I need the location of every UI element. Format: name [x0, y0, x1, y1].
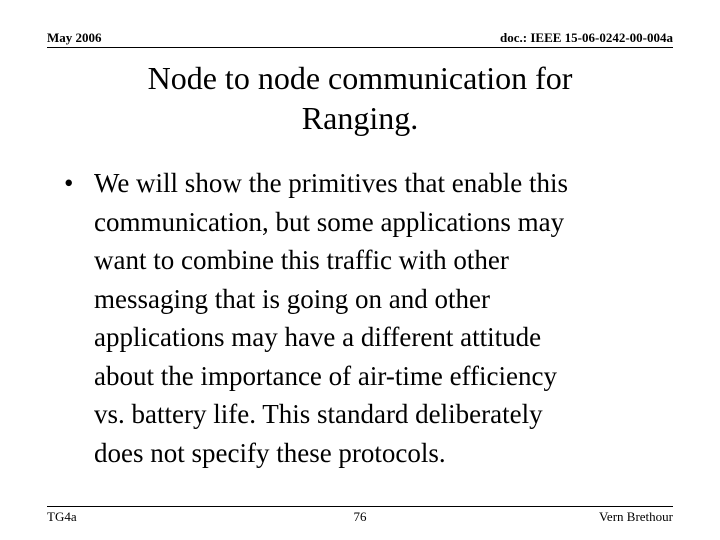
- bullet-item: [64, 164, 684, 472]
- title-line-1: Node to node communication for: [147, 60, 573, 96]
- footer-author: Vern Brethour: [598, 509, 673, 524]
- footer-page-number: 76: [353, 509, 367, 524]
- header-doc-id: doc.: IEEE 15-06-0242-00-004a: [500, 30, 673, 45]
- bullet-line: messaging that is going on and other: [94, 283, 490, 314]
- header-rule: [47, 47, 673, 48]
- bullet-line: vs. battery life. This standard deliberately: [94, 399, 543, 429]
- bullet-line: about the importance of air-time efficiency: [94, 360, 558, 391]
- bullet-line: does not specify these protocols.: [94, 437, 446, 468]
- header-date: May 2006: [47, 30, 102, 45]
- bullet-line: We will show the primitives that enable this: [94, 168, 568, 198]
- bullet-line: applications may have a different attitude: [94, 322, 542, 352]
- footer-group: TG4a: [47, 509, 77, 524]
- bullet-dot-icon: •: [64, 168, 74, 198]
- footer-rule: [47, 506, 673, 507]
- title-line-2: Ranging.: [301, 100, 419, 136]
- bullet-line: want to combine this traffic with other: [94, 245, 509, 275]
- bullet-text: [94, 164, 684, 472]
- slide-title: [60, 58, 660, 138]
- bullet-line: communication, but some applications may: [94, 206, 565, 237]
